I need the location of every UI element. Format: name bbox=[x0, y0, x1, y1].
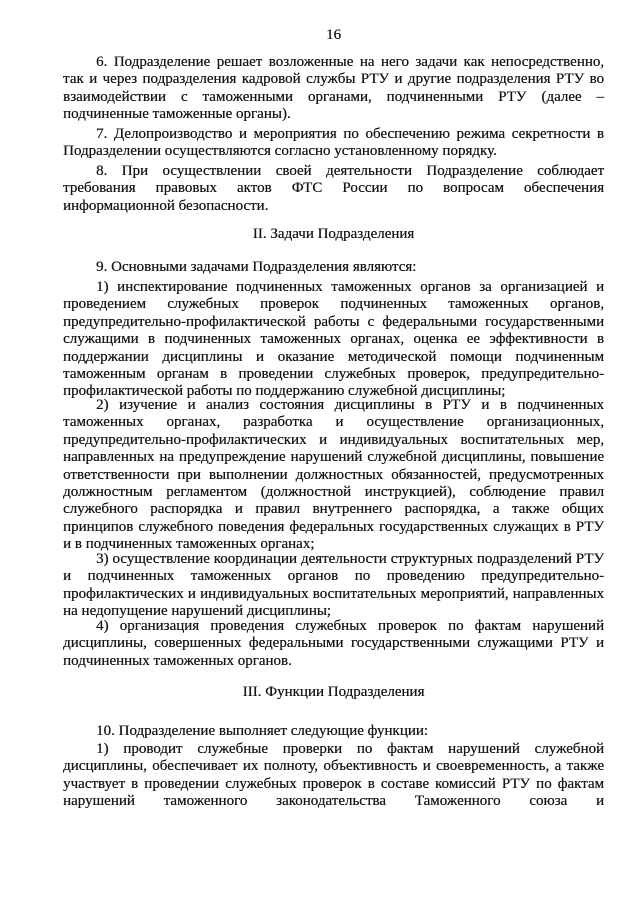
task-item-1: 1) инспектирование подчиненных таможенных органов за организацией и проведением служебных проверок подчиненных таможенных органов, предупредительно-профилактической работы с федеральными государственными служащими в подчиненных таможенных органах, оценка ее эффективности в поддержании дисциплины и оказание методической помощи подчиненным таможенным органам в проведении служебных проверок, предупредительно-профилактической работы по поддержанию служебной дисциплины; bbox=[63, 279, 604, 400]
section-heading-functions: III. Функции Подразделения bbox=[242, 684, 425, 700]
paragraph-9: 9. Основными задачами Подразделения являются: bbox=[96, 259, 417, 275]
task-item-3: 3) осуществление координации деятельности структурных подразделений РТУ и подчиненных таможенных органов по проведению предупредительно-профилактических и индивидуальных воспитательных мероприятий, направленных на недопущение нарушений дисциплины; bbox=[63, 551, 604, 620]
function-item-1: 1) проводит служебные проверки по фактам нарушений служебной дисциплины, обеспечивает их полноту, объективность и своевременность, а также участвует в проведении служебных проверок в составе комиссий РТУ по фактам нарушений таможенного законодательства Таможенного союза и bbox=[63, 741, 604, 810]
paragraph-7: 7. Делопроизводство и мероприятия по обеспечению режима секретности в Подразделении осуществляются согласно установленному порядку. bbox=[63, 126, 604, 160]
task-item-4: 4) организация проведения служебных проверок по фактам нарушений дисциплины, совершенных федеральными государственными служащими РТУ и подчиненных таможенных органов. bbox=[63, 618, 604, 669]
section-heading-tasks: II. Задачи Подразделения bbox=[252, 226, 415, 242]
task-item-2: 2) изучение и анализ состояния дисциплины в РТУ и в подчиненных таможенных органах, разработка и осуществление организационных, предупредительно-профилактических и индивидуальных воспитательных мер, направленных на предупреждение нарушений служебной дисциплины, повышение ответственности при выполнении должностных обязанностей, предусмотренных должностным регламентом (должностной инструкцией), соблюдение правил служебного распорядка и правил внутреннего распорядка, а также общих принципов служебного поведения федеральных государственных служащих в РТУ и в подчиненных таможенных органах; bbox=[63, 397, 604, 553]
paragraph-8: 8. При осуществлении своей деятельности Подразделение соблюдает требования правовых актов ФТС России по вопросам обеспечения информационной безопасности. bbox=[63, 163, 604, 214]
page-number: 16 bbox=[326, 27, 341, 43]
paragraph-6: 6. Подразделение решает возложенные на него задачи как непосредственно, так и через подразделения кадровой службы РТУ и другие подразделения РТУ во взаимодействии с таможенными органами, подчиненными РТУ (далее – подчиненные таможенные органы). bbox=[63, 54, 604, 123]
paragraph-10: 10. Подразделение выполняет следующие функции: bbox=[96, 723, 428, 739]
